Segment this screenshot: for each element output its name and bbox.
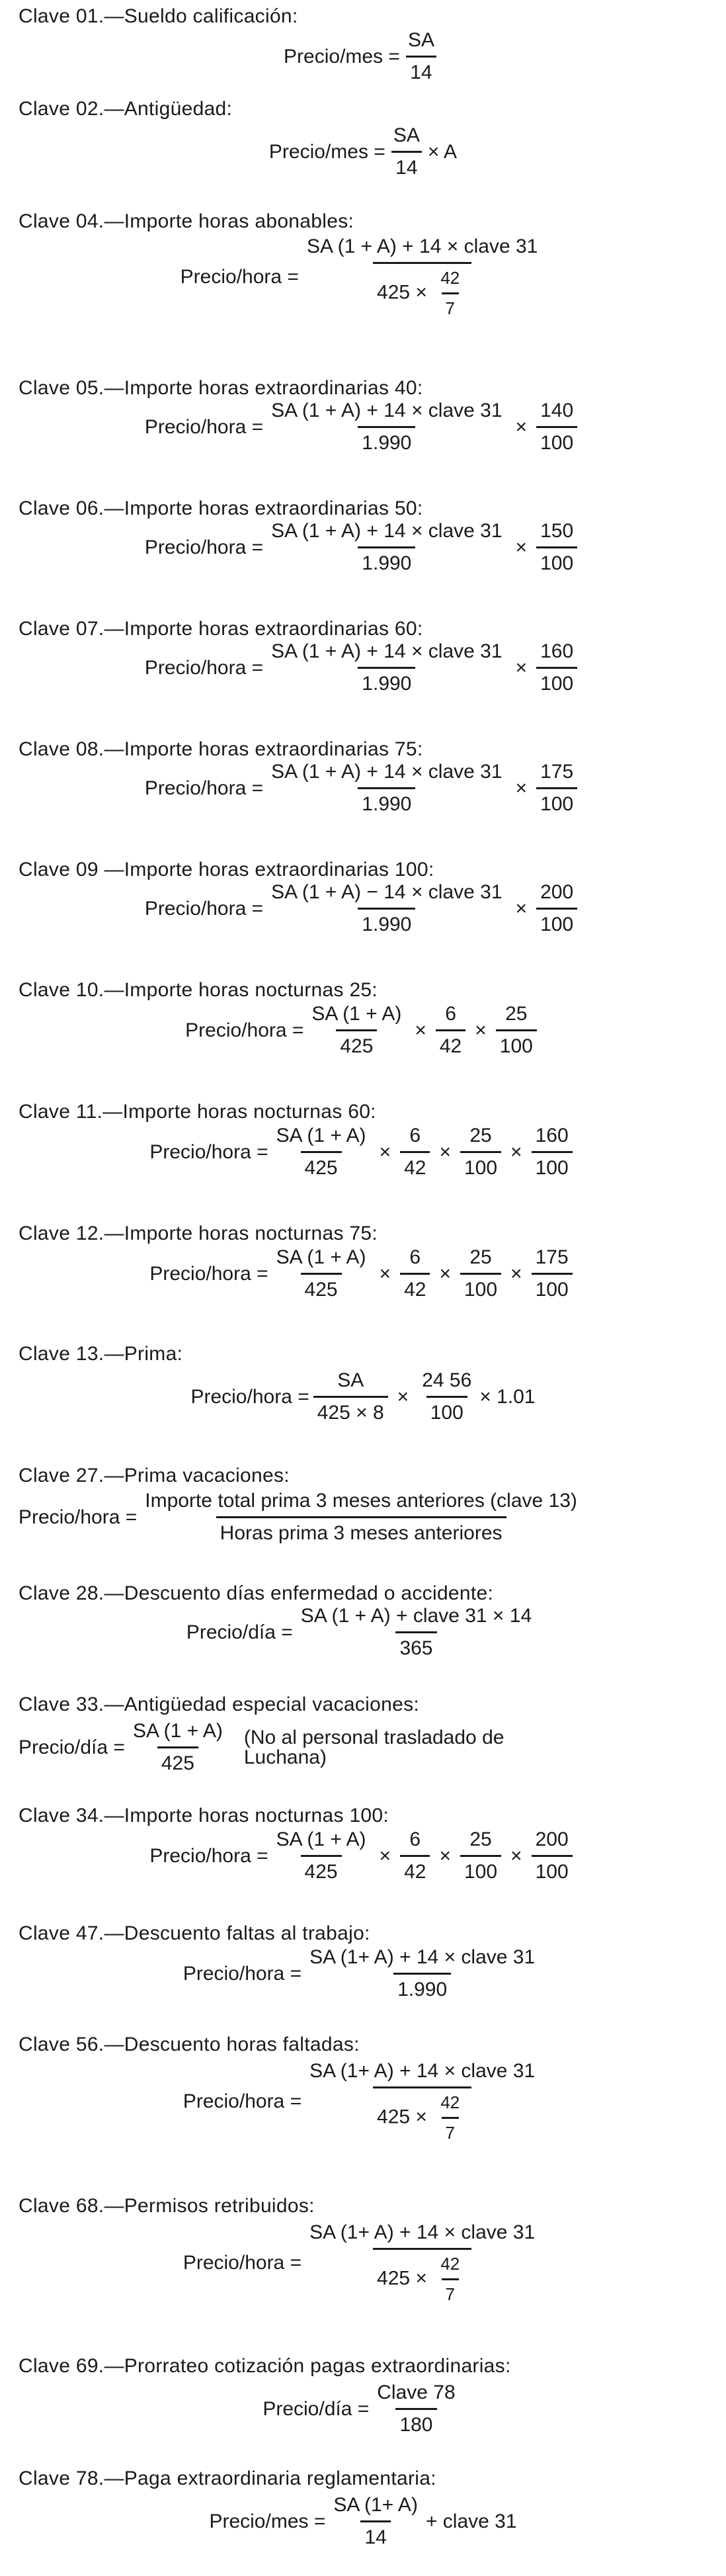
fraction <box>536 761 577 816</box>
times-operator: × <box>415 1019 426 1041</box>
clave-heading: Clave 34.—Importe horas nocturnas 100: <box>19 1805 389 1826</box>
denominator: 14 <box>406 56 436 84</box>
formula <box>0 1125 726 1180</box>
times-operator: × <box>510 1140 522 1163</box>
formula-lhs: Precio/día = <box>186 1621 293 1643</box>
times-operator: × <box>379 1262 391 1285</box>
denominator: 100 <box>460 1855 501 1883</box>
fraction <box>532 1125 573 1180</box>
formula-lhs: Precio/hora = <box>149 1844 268 1867</box>
times-operator: × <box>515 536 528 558</box>
fraction <box>400 1828 430 1883</box>
numerator: SA (1+ A) <box>333 2494 418 2516</box>
numerator: SA (1+ A) + 14 × clave 31 <box>309 2060 536 2082</box>
fraction <box>267 520 506 575</box>
clave-heading: Clave 02.—Antigüedad: <box>19 98 233 120</box>
clave-heading: Clave 10.—Importe horas nocturnas 25: <box>19 979 378 1001</box>
clave-heading: Clave 06.—Importe horas extraordinarias 50: <box>19 497 423 519</box>
denominator: 425 <box>301 1273 342 1301</box>
formula-note: (No al personal trasladado de Luchana) <box>243 1726 504 1768</box>
formula <box>0 2494 726 2549</box>
numerator: SA (1 + A) + 14 × clave 31 <box>271 400 503 421</box>
denominator: 1.990 <box>358 426 415 454</box>
denominator: 100 <box>532 1855 573 1883</box>
fraction <box>267 400 506 454</box>
nested-fraction <box>436 268 464 319</box>
formula-lhs: Precio/hora = <box>182 2252 302 2274</box>
clave-heading: Clave 09 —Importe horas extraordinarias 100: <box>19 859 434 880</box>
fraction <box>400 1125 430 1180</box>
formula-lhs: Precio/hora = <box>144 415 264 438</box>
denominator: 42 <box>400 1151 430 1180</box>
times-operator: × <box>510 1262 522 1285</box>
clave-heading: Clave 68.—Permisos retribuidos: <box>19 2195 315 2217</box>
numerator: SA (1 + A) <box>276 1125 366 1146</box>
formula-lhs: Precio/hora = <box>19 1506 138 1528</box>
times-operator: × <box>515 897 528 920</box>
times-operator: × <box>515 656 528 679</box>
times-operator: × <box>475 1019 487 1041</box>
denominator <box>373 262 471 319</box>
fraction <box>436 1003 465 1058</box>
fraction <box>496 1003 537 1058</box>
formula-lhs: Precio/mes = <box>284 45 400 67</box>
numerator: SA (1+ A) + 14 × clave 31 <box>309 2221 536 2243</box>
numerator: 160 <box>535 1125 569 1146</box>
formula <box>0 1605 726 1660</box>
fraction <box>389 124 424 179</box>
formula-lhs: Precio/hora = <box>180 266 299 288</box>
nested-denominator: 7 <box>442 2117 459 2143</box>
times-operator: × <box>379 1140 391 1163</box>
formula-lhs: Precio/hora = <box>182 1962 302 1985</box>
formula-lhs: Precio/hora = <box>182 2090 302 2112</box>
fraction <box>272 1828 370 1883</box>
numerator: 6 <box>409 1246 421 1268</box>
formula-lhs: Precio/hora = <box>144 656 264 679</box>
numerator: 25 <box>505 1003 528 1025</box>
formula <box>0 1720 726 1775</box>
clave-heading: Clave 78.—Paga extraordinaria reglamentaria: <box>19 2468 436 2489</box>
fraction <box>141 1490 581 1545</box>
fraction <box>536 400 577 454</box>
denominator <box>373 2086 471 2143</box>
fraction <box>460 1828 501 1883</box>
formula-lhs: Precio/hora = <box>144 536 264 558</box>
denominator: 100 <box>460 1151 501 1180</box>
times-operator: × <box>510 1844 522 1867</box>
clave-heading: Clave 28.—Descuento días enfermedad o accidente: <box>19 1582 494 1604</box>
denominator: 100 <box>532 1151 573 1180</box>
times-operator: × <box>439 1140 451 1163</box>
fraction <box>272 1125 370 1180</box>
numerator: 200 <box>540 881 574 903</box>
numerator: 25 <box>469 1828 492 1850</box>
formula-lhs: Precio/hora = <box>149 1262 268 1285</box>
clave-heading: Clave 05.—Importe horas extraordinarias 40: <box>19 377 423 399</box>
denominator: 100 <box>460 1273 501 1301</box>
numerator: SA <box>393 124 420 146</box>
fraction <box>305 2060 539 2143</box>
denominator: 1.990 <box>358 546 415 575</box>
formula-lhs: Precio/hora = <box>144 777 264 799</box>
denominator: 1.990 <box>358 787 415 816</box>
formula <box>0 124 726 179</box>
formula <box>0 236 726 319</box>
clave-heading: Clave 11.—Importe horas nocturnas 60: <box>19 1101 376 1123</box>
denominator: 1.990 <box>393 1973 451 2001</box>
formula <box>0 400 726 454</box>
denominator: 100 <box>536 426 577 454</box>
clave-heading: Clave 27.—Prima vacaciones: <box>19 1465 290 1486</box>
denominator-prefix: 425 × <box>377 2106 427 2128</box>
fraction <box>460 1125 501 1180</box>
fraction <box>400 1246 430 1301</box>
numerator: 6 <box>409 1125 421 1146</box>
nested-fraction <box>436 2092 464 2143</box>
times-operator: × <box>379 1844 391 1867</box>
formula <box>0 881 726 936</box>
denominator: 425 <box>157 1746 198 1775</box>
numerator: 25 <box>469 1125 492 1146</box>
times-operator: × <box>515 415 528 438</box>
denominator: 100 <box>536 908 577 936</box>
numerator: SA (1 + A) + 14 × clave 31 <box>271 640 503 662</box>
denominator: 425 <box>301 1151 342 1180</box>
formula-tail: + clave 31 <box>425 2510 517 2532</box>
formula <box>0 1828 726 1883</box>
nested-numerator: 42 <box>440 2092 460 2112</box>
numerator: 175 <box>535 1246 569 1268</box>
denominator: Horas prima 3 meses anteriores <box>216 1516 506 1545</box>
formula <box>0 1946 726 2001</box>
clave-heading: Clave 56.—Descuento horas faltadas: <box>19 2034 360 2055</box>
denominator: 1.990 <box>358 667 415 695</box>
fraction <box>305 2221 539 2305</box>
numerator: SA (1 + A) <box>132 1720 223 1742</box>
numerator: 25 <box>469 1246 492 1268</box>
numerator: SA <box>337 1369 364 1391</box>
formula <box>0 1369 726 1424</box>
fraction <box>313 1369 388 1424</box>
numerator: 175 <box>540 761 574 783</box>
formula-lhs: Precio/hora = <box>185 1019 304 1041</box>
fraction <box>536 640 577 695</box>
denominator: 100 <box>496 1029 537 1058</box>
numerator: 150 <box>540 520 574 542</box>
clave-heading: Clave 69.—Prorrateo cotización pagas extraordinarias: <box>19 2355 511 2377</box>
numerator: SA (1 + A) + 14 × clave 31 <box>271 761 503 783</box>
formula-lhs: Precio/día = <box>19 1736 125 1758</box>
clave-heading: Clave 07.—Importe horas extraordinarias 60: <box>19 618 423 640</box>
denominator: 42 <box>400 1273 430 1301</box>
fraction <box>303 236 542 319</box>
formula-tail: × A <box>427 140 458 163</box>
formula <box>0 1246 726 1301</box>
times-operator: × <box>439 1262 451 1285</box>
numerator: Clave 78 <box>377 2382 456 2403</box>
denominator: 100 <box>536 787 577 816</box>
fraction <box>297 1605 536 1660</box>
fraction <box>460 1246 501 1301</box>
formula <box>0 29 726 84</box>
clave-heading: Clave 12.—Importe horas nocturnas 75: <box>19 1223 378 1244</box>
numerator: 200 <box>535 1828 569 1850</box>
denominator: 100 <box>426 1396 467 1424</box>
nested-denominator: 7 <box>442 292 459 319</box>
times-operator: × <box>515 777 528 799</box>
formula-lhs: Precio/día = <box>262 2397 370 2420</box>
clave-heading: Clave 13.—Prima: <box>19 1343 183 1365</box>
formula <box>0 1490 726 1545</box>
denominator: 14 <box>360 2520 390 2549</box>
fraction <box>373 2382 459 2436</box>
denominator: 425 <box>336 1029 377 1058</box>
numerator: SA (1 + A) + 14 × clave 31 <box>306 236 538 257</box>
times-operator: × <box>439 1844 451 1867</box>
formula <box>0 520 726 575</box>
numerator: SA (1 + A) <box>276 1828 366 1850</box>
denominator: 425 <box>301 1855 342 1883</box>
fraction <box>129 1720 227 1775</box>
formula <box>0 2060 726 2143</box>
denominator: 180 <box>395 2408 436 2436</box>
numerator: 140 <box>540 400 574 421</box>
numerator: SA (1 + A) + clave 31 × 14 <box>300 1605 532 1627</box>
fraction <box>329 2494 422 2549</box>
denominator: 100 <box>532 1273 573 1301</box>
denominator: 425 × 8 <box>313 1396 388 1424</box>
formula <box>0 761 726 816</box>
denominator: 42 <box>400 1855 430 1883</box>
fraction <box>267 640 506 695</box>
fraction <box>536 520 577 575</box>
denominator: 100 <box>536 667 577 695</box>
clave-heading: Clave 33.—Antigüedad especial vacaciones: <box>19 1694 420 1715</box>
formula-lhs: Precio/mes = <box>209 2510 326 2532</box>
fraction <box>267 761 506 816</box>
denominator-prefix: 425 × <box>377 281 427 304</box>
formula <box>0 2221 726 2305</box>
fraction <box>272 1246 370 1301</box>
formula-lhs: Precio/mes = <box>268 140 385 163</box>
formula-tail: × 1.01 <box>479 1385 536 1408</box>
denominator: 365 <box>395 1631 436 1660</box>
numerator: SA <box>407 29 434 51</box>
fraction <box>267 881 506 936</box>
formula-lhs: Precio/hora = <box>190 1385 309 1408</box>
fraction <box>305 1946 539 2001</box>
formula <box>0 640 726 695</box>
denominator: 14 <box>391 151 421 179</box>
numerator: Importe total prima 3 meses anteriores (clave 13) <box>145 1490 577 1512</box>
numerator: SA (1 + A) − 14 × clave 31 <box>271 881 503 903</box>
clave-heading: Clave 01.—Sueldo calificación: <box>19 5 298 27</box>
denominator-prefix: 425 × <box>377 2267 427 2290</box>
formula-lhs: Precio/hora = <box>144 897 264 920</box>
clave-heading: Clave 04.—Importe horas abonables: <box>19 210 354 232</box>
numerator: 6 <box>409 1828 421 1850</box>
fraction <box>307 1003 405 1058</box>
formula <box>0 1003 726 1058</box>
denominator: 42 <box>436 1029 465 1058</box>
denominator: 1.990 <box>358 908 415 936</box>
numerator: SA (1+ A) + 14 × clave 31 <box>309 1946 536 1968</box>
fraction <box>404 29 438 84</box>
numerator: 24 56 <box>422 1369 472 1391</box>
numerator: 6 <box>445 1003 456 1025</box>
fraction <box>418 1369 475 1424</box>
denominator <box>373 2248 471 2305</box>
fraction <box>532 1246 573 1301</box>
denominator: 100 <box>536 546 577 575</box>
clave-heading: Clave 47.—Descuento faltas al trabajo: <box>19 1922 370 1944</box>
fraction <box>532 1828 573 1883</box>
clave-heading: Clave 08.—Importe horas extraordinarias 75: <box>19 738 423 760</box>
nested-numerator: 42 <box>440 2254 460 2274</box>
numerator: SA (1 + A) <box>311 1003 402 1025</box>
fraction <box>536 881 577 936</box>
nested-numerator: 42 <box>440 268 460 288</box>
formula-lhs: Precio/hora = <box>149 1140 268 1163</box>
times-operator: × <box>397 1385 409 1408</box>
numerator: 160 <box>540 640 574 662</box>
nested-denominator: 7 <box>442 2278 459 2305</box>
numerator: SA (1 + A) <box>276 1246 366 1268</box>
numerator: SA (1 + A) + 14 × clave 31 <box>271 520 503 542</box>
nested-fraction <box>436 2254 464 2305</box>
formula <box>0 2382 726 2436</box>
